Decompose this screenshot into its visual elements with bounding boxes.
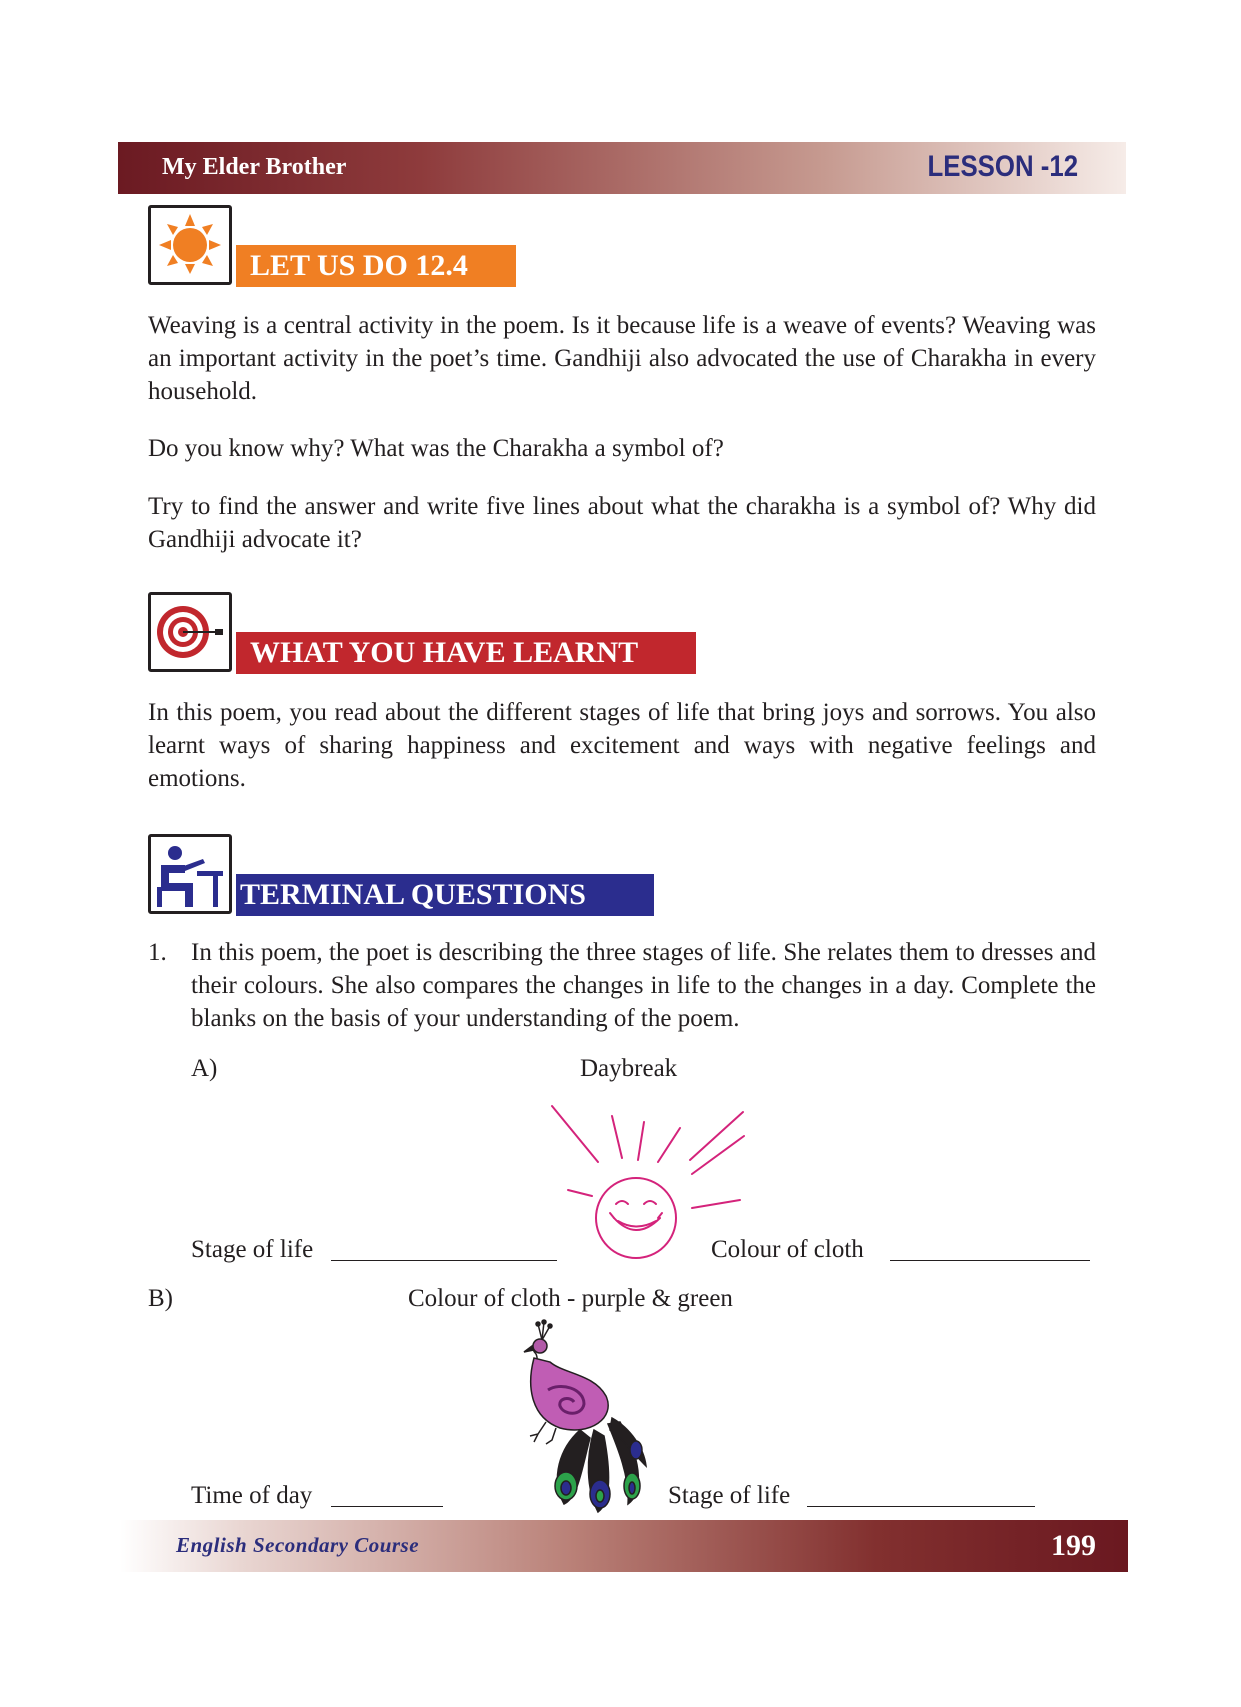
part-a-stage-of-life-blank[interactable] [331, 1260, 557, 1261]
part-a-colour-of-cloth-blank[interactable] [890, 1260, 1090, 1261]
part-b-left-field-label: Time of day [191, 1482, 313, 1509]
part-b-heading: Colour of cloth - purple & green [408, 1285, 733, 1312]
part-a-heading: Daybreak [580, 1055, 678, 1082]
sun-icon [148, 205, 232, 285]
let-us-do-paragraph-1: Weaving is a central activity in the poem. Is it because life is a weave of events? Weaving was an important activity in the poet’s time. Gandhiji also advocated the use of Charakha in every household. [148, 312, 1096, 405]
page-footer [120, 1520, 1128, 1572]
part-b-time-of-day-blank[interactable] [331, 1506, 443, 1507]
part-a-right-field-label: Colour of cloth [711, 1236, 864, 1263]
part-b-stage-of-life-blank[interactable] [807, 1506, 1035, 1507]
page-number: 199 [1051, 1529, 1096, 1562]
target-icon [148, 592, 232, 672]
let-us-do-paragraph-3: Try to find the answer and write five lines about what the charakha is a symbol of? Why did Gandhiji advocate it? [148, 493, 1096, 553]
terminal-questions-title: TERMINAL QUESTIONS [236, 874, 654, 916]
page-header [118, 142, 1126, 194]
learnt-paragraph: In this poem, you read about the different stages of life that bring joys and sorrows. You also learnt ways of sharing happiness and excitement and ways with negative feelings and emotions. [148, 699, 1096, 792]
chapter-title: My Elder Brother [162, 154, 347, 180]
part-a-label: A) [191, 1055, 218, 1082]
student-at-desk-icon [148, 834, 232, 914]
part-a-left-field-label: Stage of life [191, 1236, 314, 1263]
question-number: 1. [148, 939, 167, 966]
let-us-do-paragraph-2: Do you know why? What was the Charakha a symbol of? [148, 435, 724, 462]
part-b-label: B) [148, 1285, 173, 1312]
question-1-text: In this poem, the poet is describing the three stages of life. She relates them to dresses and their colours. She also compares the changes in life to the changes in a day. Complete the blanks on the basis of your understanding of the poem. [191, 939, 1096, 1032]
learnt-title: WHAT YOU HAVE LEARNT [236, 632, 696, 674]
course-name: English Secondary Course [176, 1533, 420, 1557]
part-b-right-field-label: Stage of life [668, 1482, 791, 1509]
peacock-drawing [520, 1318, 650, 1514]
lesson-number: LESSON -12 [927, 150, 1078, 183]
let-us-do-title: LET US DO 12.4 [236, 245, 516, 287]
